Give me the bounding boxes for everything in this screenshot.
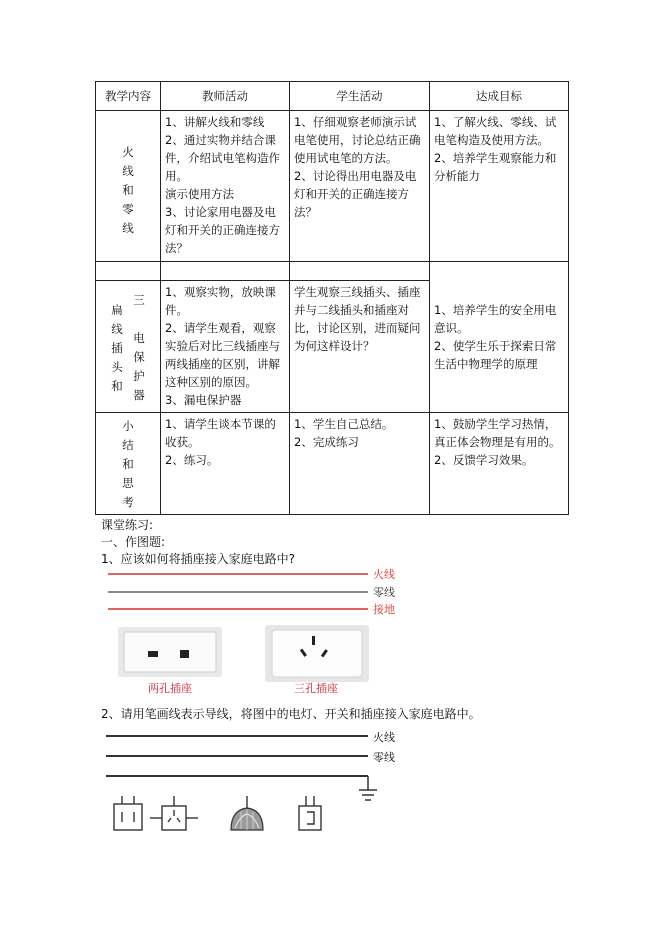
category-label-col1: 扁 线 插 头 和 [111, 303, 123, 393]
student-cell [290, 111, 430, 262]
switch-icon [299, 796, 321, 830]
header-content: 教学内容 [96, 82, 161, 111]
goal-cell [430, 262, 569, 413]
teacher-item: 3、漏电保护器 [165, 393, 242, 407]
teacher-item: 1、讲解火线和零线 [165, 115, 265, 129]
circuit-diagram [100, 726, 420, 838]
goal-item: 1、鼓励学生学习热情，真正体会物理是有用的。 [434, 417, 561, 449]
blank-cell [290, 262, 430, 281]
blank-cell [161, 262, 290, 281]
table-header-row [96, 82, 569, 111]
header-teacher: 教师活动 [161, 82, 290, 111]
table-row [96, 111, 569, 262]
teacher-item: 3、讨论家用电器及电灯和开关的正确连接方法？ [165, 205, 280, 255]
category-cell [96, 111, 161, 262]
teacher-cell [161, 111, 290, 262]
teacher-item: 1、请学生谈本节课的收获。 [165, 417, 276, 449]
teacher-item: 2、通过实物并结合课件，介绍试电笔构造作用。 [165, 133, 280, 183]
header-goal: 达成目标 [430, 82, 569, 111]
neutral-label: 零线 [373, 586, 395, 599]
table-row-blank [96, 262, 569, 281]
goal-item: 2、使学生乐于探索日常生活中物理学的原理 [434, 339, 557, 371]
header-student: 学生活动 [290, 82, 430, 111]
exercise-title: 课堂练习: [101, 518, 154, 532]
blank-cell [96, 262, 161, 281]
table-row [96, 413, 569, 515]
lamp-icon [231, 796, 263, 830]
two-hole-socket-icon [118, 627, 222, 677]
student-cell [290, 413, 430, 515]
lesson-plan-table [95, 81, 569, 515]
two-hole-socket-icon [114, 796, 142, 830]
live-label: 火线 [373, 731, 395, 744]
neutral-label: 零线 [373, 751, 395, 764]
goal-item: 2、培养学生观察能力和分析能力 [434, 151, 557, 183]
student-cell [290, 281, 430, 413]
category-cell [96, 281, 161, 413]
teacher-item: 2、练习。 [165, 453, 219, 467]
live-label: 火线 [373, 568, 395, 581]
question-2: 2、请用笔画线表示导线，将图中的电灯、开关和插座接入家庭电路中。 [101, 707, 481, 721]
ground-label: 接地 [373, 603, 395, 616]
teacher-cell [161, 281, 290, 413]
category-cell [96, 413, 161, 515]
category-label-col2: 三 电 保 护 器 [133, 293, 145, 402]
student-item: 1、仔细观察老师演示试电笔使用，讨论总结正确使用试电笔的方法。 [294, 115, 421, 165]
category-label: 火 线 和 零 线 [122, 145, 134, 235]
goal-cell [430, 413, 569, 515]
three-hole-label: 三孔插座 [294, 682, 338, 695]
section-title: 一、作图题: [101, 535, 166, 549]
two-hole-label: 两孔插座 [148, 682, 192, 695]
teacher-item: 1、观察实物，放映课件。 [165, 285, 276, 317]
student-item: 2、完成练习 [294, 435, 359, 449]
category-label: 小 结 和 思 考 [122, 419, 134, 509]
goal-cell [430, 111, 569, 262]
student-item: 学生观察三线插头、插座并与二线插头和插座对比，讨论区别，进而疑问为何这样设计？ [294, 285, 421, 353]
goal-item: 2、反馈学习效果。 [434, 453, 534, 467]
teacher-item: 演示使用方法 [165, 187, 234, 201]
goal-item: 1、了解火线、零线、试电笔构造及使用方法。 [434, 115, 557, 147]
teacher-cell [161, 413, 290, 515]
teacher-item: 2、请学生观看，观察实验后对比三线插座与两线插座的区别，讲解这种区别的原因。 [165, 321, 280, 389]
three-hole-socket-icon [265, 625, 369, 682]
student-item: 2、讨论得出用电器及电灯和开关的正确连接方法？ [294, 169, 417, 219]
ground-symbol-icon [359, 776, 377, 800]
three-hole-socket-icon [150, 796, 198, 830]
socket-diagram [100, 566, 420, 698]
question-1: 1、应该如何将插座接入家庭电路中? [101, 552, 296, 566]
goal-item: 1、培养学生的安全用电意识。 [434, 303, 557, 335]
student-item: 1、学生自己总结。 [294, 417, 394, 431]
